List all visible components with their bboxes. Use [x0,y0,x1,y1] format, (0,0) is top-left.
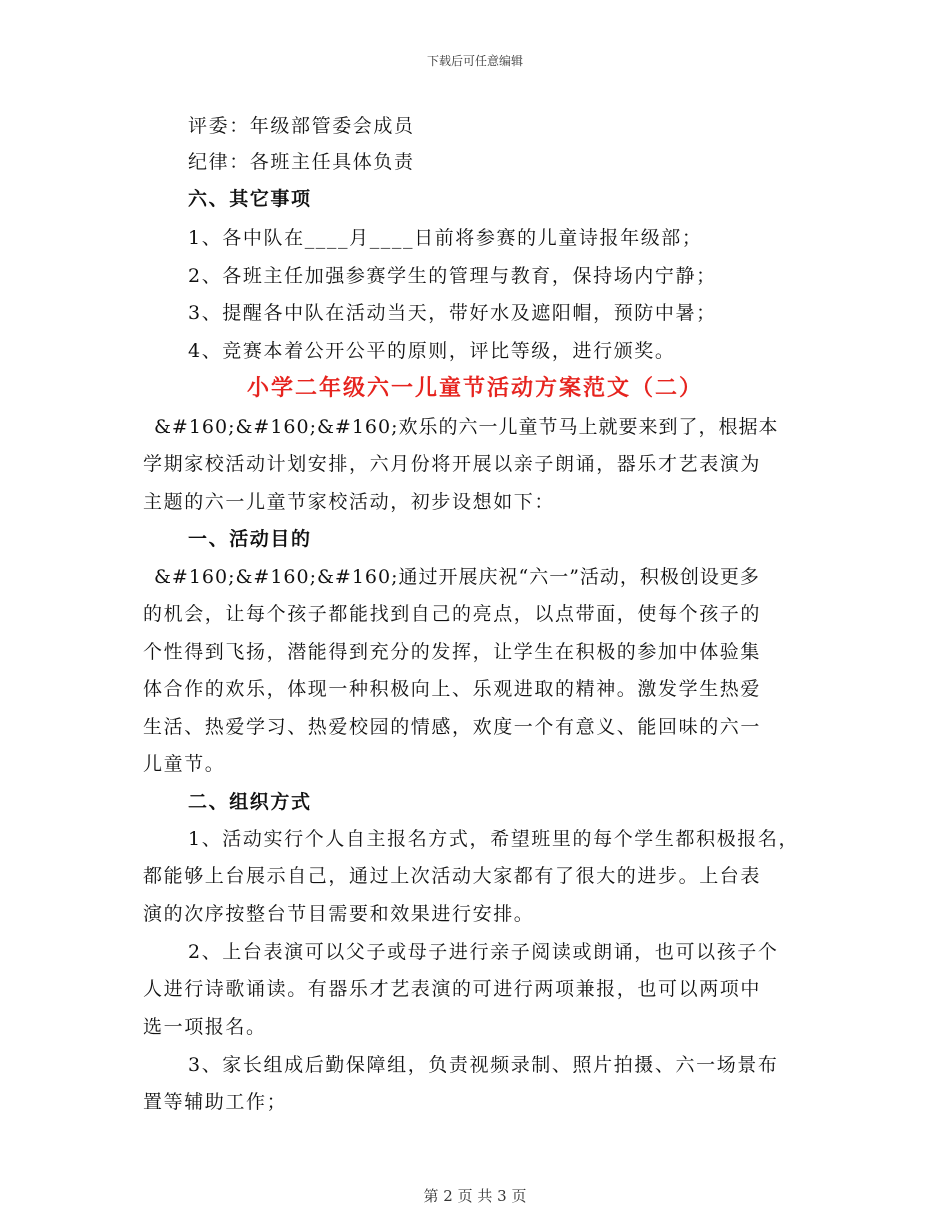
page-footer-number: 第 2 页 共 3 页 [423,1187,527,1205]
section-heading-organization: 二、组织方式 [188,791,312,813]
other-matters-item-3: 3、提醒各中队在活动当天，带好水及遮阳帽，预防中暑； [188,302,717,324]
organization-p3-line-2: 置等辅助工作； [143,1091,288,1113]
purpose-line-2: 的机会，让每个孩子都能找到自己的亮点，以点带面，使每个孩子的 [143,603,762,625]
organization-p1-line-3: 演的次序按整台节目需要和效果进行安排。 [143,903,535,925]
purpose-line-4: 体合作的欢乐，体现一种积极向上、乐观进取的精神。激发学生热爱 [143,678,762,700]
intro-line-3: 主题的六一儿童节家校活动，初步设想如下： [143,491,556,513]
other-matters-item-2: 2、各班主任加强参赛学生的管理与教育，保持场内宁静； [188,265,717,287]
purpose-line-6: 儿童节。 [143,753,226,775]
intro-line-1: &#160;&#160;&#160;欢乐的六一儿童节马上就要来到了，根据本 [154,416,779,438]
organization-p2-line-3: 选一项报名。 [143,1016,267,1038]
purpose-line-3: 个性得到飞扬，潜能得到充分的发挥，让学生在积极的参加中体验集 [143,641,762,663]
organization-p1-line-1: 1、活动实行个人自主报名方式，希望班里的每个学生都积极报名， [188,828,800,850]
section-heading-purpose: 一、活动目的 [188,528,312,550]
organization-p2-line-2: 人进行诗歌诵读。有器乐才艺表演的可进行两项兼报，也可以两项中 [143,978,762,1000]
organization-p1-line-2: 都能够上台展示自己，通过上次活动大家都有了很大的进步。上台表 [143,865,762,887]
section-heading-other-matters: 六、其它事项 [188,188,312,210]
purpose-line-1: &#160;&#160;&#160;通过开展庆祝“六一”活动，积极创设更多 [154,566,760,588]
organization-p3-line-1: 3、家长组成后勤保障组，负责视频录制、照片拍摄、六一场景布 [188,1054,779,1076]
judges-line: 评委：年级部管委会成员 [188,115,415,137]
discipline-line: 纪律：各班主任具体负责 [188,151,415,173]
purpose-line-5: 生活、热爱学习、热爱校园的情感，欢度一个有意义、能回味的六一 [143,716,762,738]
other-matters-item-1: 1、各中队在____月____日前将参赛的儿童诗报年级部； [188,227,703,249]
organization-p2-line-1: 2、上台表演可以父子或母子进行亲子阅读或朗诵，也可以孩子个 [188,941,779,963]
page-header-note: 下载后可任意编辑 [426,54,523,68]
intro-line-2: 学期家校活动计划安排，六月份将开展以亲子朗诵，器乐才艺表演为 [143,453,762,475]
other-matters-item-4: 4、竞赛本着公开公平的原则，评比等级，进行颁奖。 [188,340,676,362]
document-title: 小学二年级六一儿童节活动方案范文（二） [246,375,703,401]
